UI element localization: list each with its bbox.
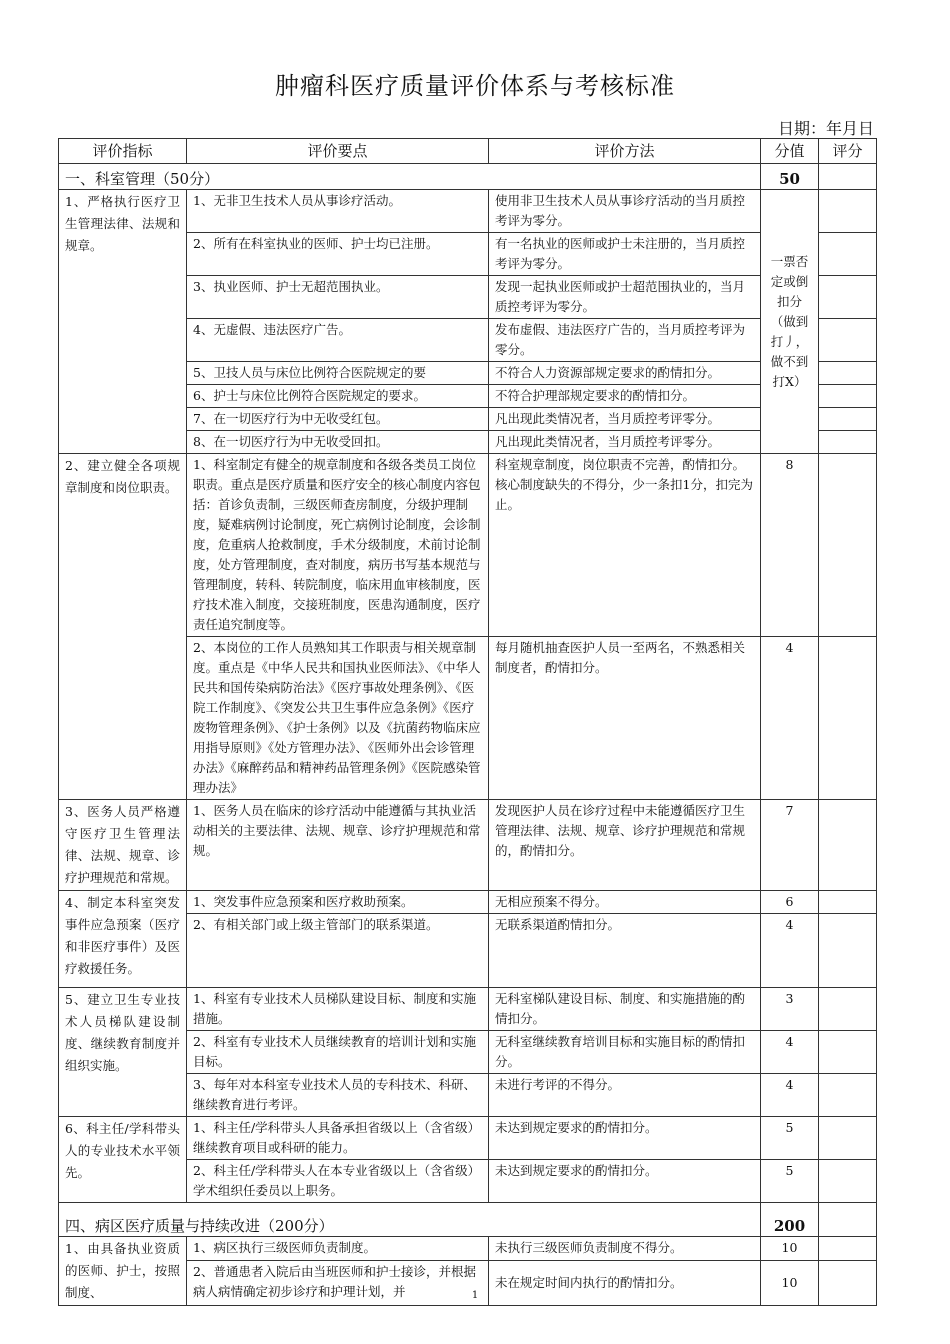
rating-cell [819,1074,877,1117]
rating-cell [819,454,877,637]
rating-cell [819,1203,877,1237]
indicator-cell: 1、严格执行医疗卫生管理法律、法规和规章。 [59,190,187,454]
score-cell: 7 [761,800,819,891]
rating-cell [819,319,877,362]
point-cell: 1、科室有专业技术人员梯队建设目标、制度和实施措施。 [187,988,489,1031]
method-cell: 有一名执业的医师或护士未注册的，当月质控考评为零分。 [489,233,761,276]
method-cell: 未执行三级医师负责制度不得分。 [489,1237,761,1261]
point-cell: 2、科主任/学科带头人在本专业省级以上（含省级）学术组织任委员以上职务。 [187,1160,489,1203]
page-number: 1 [471,1290,479,1301]
point-cell: 6、护士与床位比例符合医院规定的要求。 [187,385,489,408]
method-cell: 发布虚假、违法医疗广告的，当月质控考评为零分。 [489,319,761,362]
header-indicator: 评价指标 [59,139,187,164]
table-row [59,454,877,637]
point-cell: 1、突发事件应急预案和医疗救助预案。 [187,891,489,914]
method-cell: 无科室继续教育培训目标和实施目标的酌情扣分。 [489,1031,761,1074]
method-cell: 不符合人力资源部规定要求的酌情扣分。 [489,362,761,385]
rating-cell [819,385,877,408]
point-cell: 3、每年对本科室专业技术人员的专科技术、科研、继续教育进行考评。 [187,1074,489,1117]
point-cell: 3、执业医师、护士无超范围执业。 [187,276,489,319]
header-points: 评价要点 [187,139,489,164]
table-row [59,988,877,1031]
header-score: 分值 [761,139,819,164]
rating-cell [819,1237,877,1261]
method-cell: 凡出现此类情况者，当月质控考评零分。 [489,431,761,454]
score-cell: 10 [761,1261,819,1306]
score-cell: 5 [761,1160,819,1203]
point-cell: 4、无虚假、违法医疗广告。 [187,319,489,362]
section-score: 200 [761,1203,819,1237]
rating-cell [819,362,877,385]
indicator-cell: 3、医务人员严格遵守医疗卫生管理法律、法规、规章、诊疗护理规范和常规。 [59,800,187,891]
score-cell: 5 [761,1117,819,1160]
point-cell: 1、科主任/学科带头人具备承担省级以上（含省级）继续教育项目或科研的能力。 [187,1117,489,1160]
rating-cell [819,988,877,1031]
header-method: 评价方法 [489,139,761,164]
score-cell: 4 [761,637,819,800]
rating-cell [819,1117,877,1160]
rating-cell [819,914,877,988]
score-cell: 3 [761,988,819,1031]
point-cell: 7、在一切医疗行为中无收受红包。 [187,408,489,431]
section-score: 50 [761,164,819,190]
rating-cell [819,408,877,431]
indicator-cell: 5、建立卫生专业技术人员梯队建设制度、继续教育制度并组织实施。 [59,988,187,1117]
score-cell: 6 [761,891,819,914]
rating-cell [819,1160,877,1203]
method-cell: 无联系渠道酌情扣分。 [489,914,761,988]
section-label: 四、病区医疗质量与持续改进（200分） [59,1203,761,1237]
method-cell: 科室规章制度，岗位职责不完善，酌情扣分。核心制度缺失的不得分，少一条扣1分，扣完为止。 [489,454,761,637]
indicator-cell: 2、建立健全各项规章制度和岗位职责。 [59,454,187,800]
rating-cell [819,233,877,276]
method-cell: 未达到规定要求的酌情扣分。 [489,1117,761,1160]
table-row [59,800,877,891]
rating-cell [819,1031,877,1074]
header-row [59,139,877,164]
method-cell: 未达到规定要求的酌情扣分。 [489,1160,761,1203]
rating-cell [819,891,877,914]
rating-cell [819,431,877,454]
point-cell: 8、在一切医疗行为中无收受回扣。 [187,431,489,454]
point-cell: 2、本岗位的工作人员熟知其工作职责与相关规章制度。重点是《中华人民共和国执业医师法》、《中华人民共和国传染病防治法》《医疗事故处理条例》、《医院工作制度》、《突发公共卫生事件应急条例》《医疗废物管理条例》、《护士条例》以及《抗菌药物临床应用指导原则》《处方管理办法》、《医师外出会诊管理办法》《麻醉药品和精神药品管理条例》《医院感染管理办法》 [187,637,489,800]
table-row [59,190,877,233]
header-rating: 评分 [819,139,877,164]
indicator-cell: 4、制定本科室突发事件应急预案（医疗和非医疗事件）及医疗救援任务。 [59,891,187,988]
point-cell: 2、普通患者入院后由当班医师和护士接诊，并根据病人病情确定初步诊疗和护理计划，并 [187,1261,489,1306]
table-row [59,891,877,914]
point-cell: 1、病区执行三级医师负责制度。 [187,1237,489,1261]
point-cell: 2、科室有专业技术人员继续教育的培训计划和实施目标。 [187,1031,489,1074]
method-cell: 未进行考评的不得分。 [489,1074,761,1117]
score-cell: 4 [761,914,819,988]
score-cell: 8 [761,454,819,637]
date-label: 日期：年月日 [777,119,874,138]
section-label: 一、科室管理（50分） [59,164,761,190]
point-cell: 2、所有在科室执业的医师、护士均已注册。 [187,233,489,276]
rating-cell [819,800,877,891]
table-row [59,1237,877,1261]
rating-cell [819,637,877,800]
method-cell: 不符合护理部规定要求的酌情扣分。 [489,385,761,408]
method-cell: 每月随机抽查医护人员一至两名，不熟悉相关制度者，酌情扣分。 [489,637,761,800]
point-cell: 2、有相关部门或上级主管部门的联系渠道。 [187,914,489,988]
score-cell: 10 [761,1237,819,1261]
section-row [59,164,877,190]
point-cell: 1、科室制定有健全的规章制度和各级各类员工岗位职责。重点是医疗质量和医疗安全的核心制度内容包括：首诊负责制，三级医师查房制度，分级护理制度，疑难病例讨论制度，死亡病例讨论制度，会诊制度，危重病人抢救制度，手术分级制度，术前讨论制度，处方管理制度，查对制度，病历书写基本规范与管理制度，转科、转院制度，临床用血审核制度，医疗技术准入制度，交接班制度，医患沟通制度，医疗责任追究制度等。 [187,454,489,637]
method-cell: 发现医护人员在诊疗过程中未能遵循医疗卫生管理法律、法规、规章、诊疗护理规范和常规的，酌情扣分。 [489,800,761,891]
rating-cell [819,276,877,319]
score-cell: 4 [761,1031,819,1074]
method-cell: 使用非卫生技术人员从事诊疗活动的当月质控考评为零分。 [489,190,761,233]
method-cell: 发现一起执业医师或护士超范围执业的，当月质控考评为零分。 [489,276,761,319]
method-cell: 未在规定时间内执行的酌情扣分。 [489,1261,761,1306]
method-cell: 凡出现此类情况者，当月质控考评零分。 [489,408,761,431]
score-cell: 4 [761,1074,819,1117]
method-cell: 无科室梯队建设目标、制度、和实施措施的酌情扣分。 [489,988,761,1031]
method-cell: 无相应预案不得分。 [489,891,761,914]
evaluation-table [58,138,877,1306]
rating-cell [819,164,877,190]
indicator-cell: 1、由具备执业资质的医师、护士，按照制度、 [59,1237,187,1306]
document-title: 肿瘤科医疗质量评价体系与考核标准 [275,72,675,100]
indicator-cell: 6、科主任/学科带头人的专业技术水平领先。 [59,1117,187,1203]
section-row [59,1203,877,1237]
point-cell: 1、医务人员在临床的诊疗活动中能遵循与其执业活动相关的主要法律、法规、规章、诊疗护理规范和常规。 [187,800,489,891]
rating-cell [819,190,877,233]
point-cell: 1、无非卫生技术人员从事诊疗活动。 [187,190,489,233]
veto-score-cell: 一票否定或倒扣分（做到打丿，做不到打X） [761,190,819,454]
table-row [59,1117,877,1160]
point-cell: 5、卫技人员与床位比例符合医院规定的要 [187,362,489,385]
